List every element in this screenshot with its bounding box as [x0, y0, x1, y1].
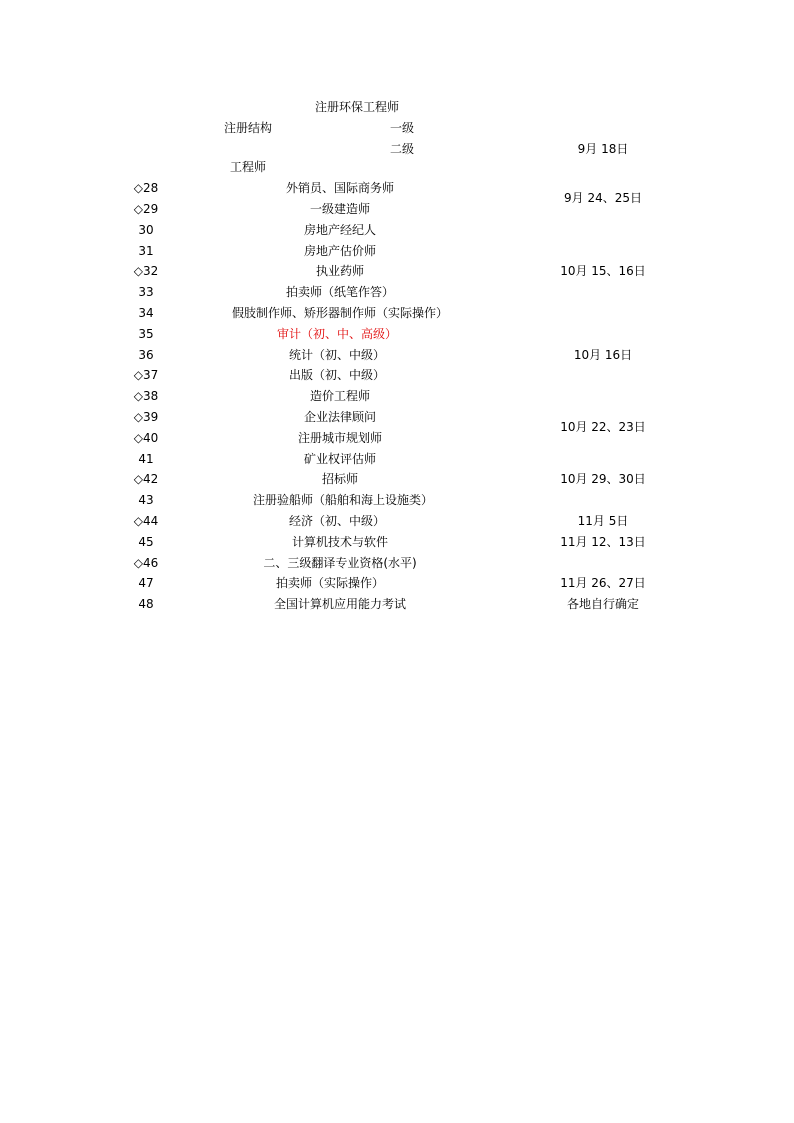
row-number: 41: [138, 452, 154, 466]
exam-name: 造价工程师: [309, 389, 371, 403]
exam-date: 10月 22、23日: [560, 420, 646, 434]
exam-name-highlighted: 审计（初、中、高级）: [276, 327, 398, 341]
row-number: 34: [138, 306, 154, 320]
header-title: 注册环保工程师: [314, 100, 400, 114]
header-engineer-label: 工程师: [230, 160, 267, 174]
row-number: 47: [138, 576, 154, 590]
exam-name: 执业药师: [315, 264, 365, 278]
exam-name: 统计（初、中级）: [288, 348, 386, 362]
row-number: ◇38: [133, 389, 159, 403]
row-number: ◇37: [133, 368, 159, 382]
exam-date: 10月 29、30日: [560, 472, 646, 486]
exam-name: 房地产估价师: [303, 244, 377, 258]
exam-date: 10月 15、16日: [560, 264, 646, 278]
row-number: ◇42: [133, 472, 159, 486]
exam-name: 拍卖师（纸笔作答）: [285, 285, 395, 299]
row-number: 48: [138, 597, 154, 611]
exam-date: 9月 24、25日: [564, 191, 642, 205]
exam-date: 11月 12、13日: [560, 535, 646, 549]
row-number: 36: [138, 348, 154, 362]
exam-date: 10月 16日: [573, 348, 633, 362]
row-number: 30: [138, 223, 154, 237]
row-number: ◇29: [133, 202, 159, 216]
row-number: ◇40: [133, 431, 159, 445]
exam-name: 经济（初、中级）: [288, 514, 386, 528]
exam-name: 出版（初、中级）: [288, 368, 386, 382]
row-number: ◇32: [133, 264, 159, 278]
exam-name: 全国计算机应用能力考试: [273, 597, 407, 611]
header-date: 9月 18日: [577, 142, 629, 156]
exam-name: 拍卖师（实际操作）: [275, 576, 385, 590]
exam-date: 11月 5日: [577, 514, 629, 528]
row-number: 43: [138, 493, 154, 507]
exam-name: 招标师: [321, 472, 359, 486]
exam-name: 二、三级翻译专业资格(水平): [263, 556, 417, 570]
header-level-2: 二级: [389, 142, 415, 156]
exam-name: 一级建造师: [309, 202, 371, 216]
row-number: ◇28: [133, 181, 159, 195]
header-left-label: 注册结构: [224, 121, 273, 135]
row-number: 31: [138, 244, 154, 258]
row-number: ◇39: [133, 410, 159, 424]
row-number: 35: [138, 327, 154, 341]
exam-name: 企业法律顾问: [303, 410, 377, 424]
exam-name: 矿业权评估师: [303, 452, 377, 466]
exam-name: 房地产经纪人: [303, 223, 377, 237]
exam-date: 11月 26、27日: [560, 576, 646, 590]
row-number: ◇44: [133, 514, 159, 528]
header-level-1: 一级: [389, 121, 415, 135]
row-number: ◇46: [133, 556, 159, 570]
exam-date: 各地自行确定: [566, 597, 640, 611]
row-number: 33: [138, 285, 154, 299]
row-number: 45: [138, 535, 154, 549]
exam-name: 外销员、国际商务师: [285, 181, 395, 195]
exam-name: 计算机技术与软件: [291, 535, 389, 549]
exam-name: 假肢制作师、矫形器制作师（实际操作）: [231, 306, 449, 320]
exam-name: 注册城市规划师: [297, 431, 383, 445]
exam-name: 注册验船师（船舶和海上设施类）: [252, 493, 434, 507]
